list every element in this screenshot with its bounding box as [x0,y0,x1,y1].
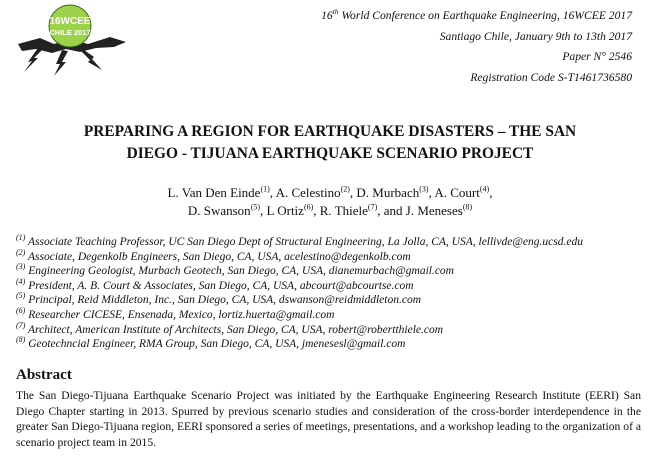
title-line-2: DIEGO - TIJUANA EARTHQUAKE SCENARIO PROJECT [126,145,534,162]
registration-code: Registration Code S-T1461736580 [470,70,632,84]
logo-text-top: 16WCEE [49,16,91,27]
paper-title [0,121,660,165]
author: L. Van Den Einde [167,185,261,200]
conference-line-2: Santiago Chile, January 9th to 13th 2017 [439,29,632,43]
author: J. Meneses [405,203,463,218]
author: L Ortiz [266,203,304,218]
affiliation-item: $^{(4)}$ President, A. B. Court & Associates, San Diego, CA, USA, abcourt@abcourtse.com [16,276,414,292]
logo-text-bottom: CHILE 2017 [49,28,91,37]
abstract-text: The San Diego-Tijuana Earthquake Scenario Project was initiated by the Earthquake Engineering Research Institute (EERI) San Diego Chapter starting in 2013. Spurred by previous scenario studies and consideration of the cross-border interdependence in the greater San Diego-Tijuana region, EERI sponsored a series of meetings, presentations, and a workshop leading to the organization of a scenario project team in 2015. [16,389,641,449]
affiliation-item: $^{(7)}$ Architect, American Institute of Architects, San Diego, CA, USA, robert@robertthiele.com [16,320,444,336]
affiliation-item: $^{(2)}$ Associate, Degenkolb Engineers, San Diego, CA, USA, acelestino@degenkolb.com [16,247,411,263]
author-line-2: D. Swanson$^{(5)}$, L Ortiz$^{(6)}$, R. Thiele$^{(7)}$, and J. Meneses$^{(8)}$ [187,202,473,218]
affiliation-list [16,235,583,352]
conference-logo [10,4,128,78]
affiliation-item: $^{(1)}$ Associate Teaching Professor, UC San Diego Dept of Structural Engineering, La Jolla, CA, USA, lellivde@eng.ucsd.edu [16,233,583,248]
affiliation-item: $^{(8)}$ Geotechncial Engineer, RMA Group, San Diego, CA, USA, jmenesesl@gmail.com [16,335,406,351]
affiliation-item: $^{(3)}$ Engineering Geologist, Murbach Geotech, San Diego, CA, USA, dianemurbach@gmail.com [16,262,454,278]
paper-number: Paper N° 2546 [562,50,632,63]
author: D. Swanson [187,203,251,218]
affiliation-item: $^{(6)}$ Researcher CICESE, Ensenada, Mexico, lortiz.huerta@gmail.com [16,306,335,321]
abstract-heading: Abstract [16,367,72,383]
author: A. Celestino [275,185,341,200]
conference-header [321,6,632,88]
author-line-1: L. Van Den Einde$^{(1)}$, A. Celestino$^{(2)}$, D. Murbach$^{(3)}$, A. Court$^{(4)}$, [167,184,493,200]
conference-line-1: 16th World Conference on Earthquake Engineering, 16WCEE 2017 [321,7,632,22]
author-list [0,184,660,220]
author: R. Thiele [319,203,368,218]
author: A. Court [434,185,480,200]
affiliation-item: $^{(5)}$ Principal, Reid Middleton, Inc., San Diego, CA, USA, dswanson@reidmiddleton.com [16,291,421,307]
author: D. Murbach [356,185,420,200]
title-line-1: PREPARING A REGION FOR EARTHQUAKE DISASTERS – THE SAN [83,123,577,140]
